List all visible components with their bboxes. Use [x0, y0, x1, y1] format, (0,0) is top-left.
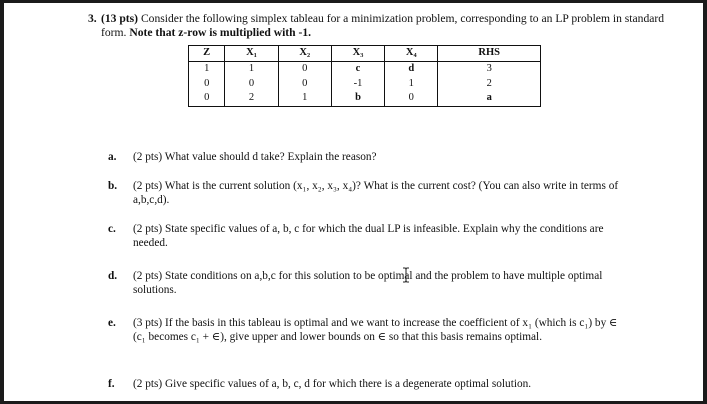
part-label: a.	[108, 151, 117, 163]
tableau-row	[189, 77, 541, 92]
question-text	[101, 12, 686, 39]
tableau-cell: c	[331, 62, 384, 77]
tableau-cell: a	[438, 91, 541, 106]
tableau-cell: 1	[189, 62, 225, 77]
tableau-cell: 0	[225, 77, 278, 92]
simplex-tableau	[188, 45, 541, 107]
part-text: (2 pts) State conditions on a,b,c for this solution to be optimal and the problem to have multiple optimal solutions.	[133, 270, 603, 296]
tableau-cell: 1	[385, 77, 438, 92]
tableau-row	[189, 62, 541, 77]
tableau-cell: 3	[438, 62, 541, 77]
tableau-header-row	[189, 46, 541, 62]
question-body: Consider the following simplex tableau for a minimization problem, corresponding to an LP problem in standard form.	[101, 12, 665, 39]
tableau-cell: d	[385, 62, 438, 77]
tableau-cell: 2	[225, 91, 278, 106]
tableau-cell: 0	[385, 91, 438, 106]
part-text: (2 pts) Give specific values of a, b, c, d for which there is a degenerate optimal solution.	[133, 378, 532, 390]
tableau-cell: 1	[278, 91, 331, 106]
tableau-header: X₃	[331, 46, 384, 62]
question-note: Note that z-row is multiplied with -1.	[129, 25, 312, 39]
tableau-header: X₁	[225, 46, 278, 62]
tableau-row	[189, 91, 541, 106]
part-label: c.	[108, 223, 116, 235]
part-text: (2 pts) What is the current solution (x₁, x₂, x₃, x₄)? What is the current cost? (You can also write in terms of a,b,c,d).	[133, 180, 619, 206]
part-text: (3 pts) If the basis in this tableau is optimal and we want to increase the coefficient of x₁ (which is c₁) by ∈ (c₁ becomes c₁ + ∈), give upper and lower bounds on ∈ so that this basis remains optimal.	[133, 317, 618, 343]
part-label: b.	[108, 180, 118, 192]
part-label: e.	[108, 317, 116, 329]
tableau-cell: b	[331, 91, 384, 106]
part-label: d.	[108, 270, 118, 282]
question-points: (13 pts)	[101, 12, 139, 25]
tableau-cell: 2	[438, 77, 541, 92]
part-text: (2 pts) What value should d take? Explain the reason?	[133, 151, 377, 163]
document-page	[4, 3, 703, 401]
question-number: 3.	[88, 12, 97, 25]
tableau-cell: 0	[278, 77, 331, 92]
text-cursor-icon	[402, 267, 410, 283]
tableau-header: RHS	[438, 46, 541, 62]
tableau-header: X₂	[278, 46, 331, 62]
part-label: f.	[108, 378, 115, 390]
tableau-cell: 1	[225, 62, 278, 77]
tableau-cell: 0	[189, 91, 225, 106]
tableau-header: X₄	[385, 46, 438, 62]
tableau-cell: -1	[331, 77, 384, 92]
tableau-cell: 0	[278, 62, 331, 77]
tableau-cell: 0	[189, 77, 225, 92]
part-text: (2 pts) State specific values of a, b, c for which the dual LP is infeasible. Explain why the conditions are needed.	[133, 223, 604, 249]
tableau-header: Z	[189, 46, 225, 62]
